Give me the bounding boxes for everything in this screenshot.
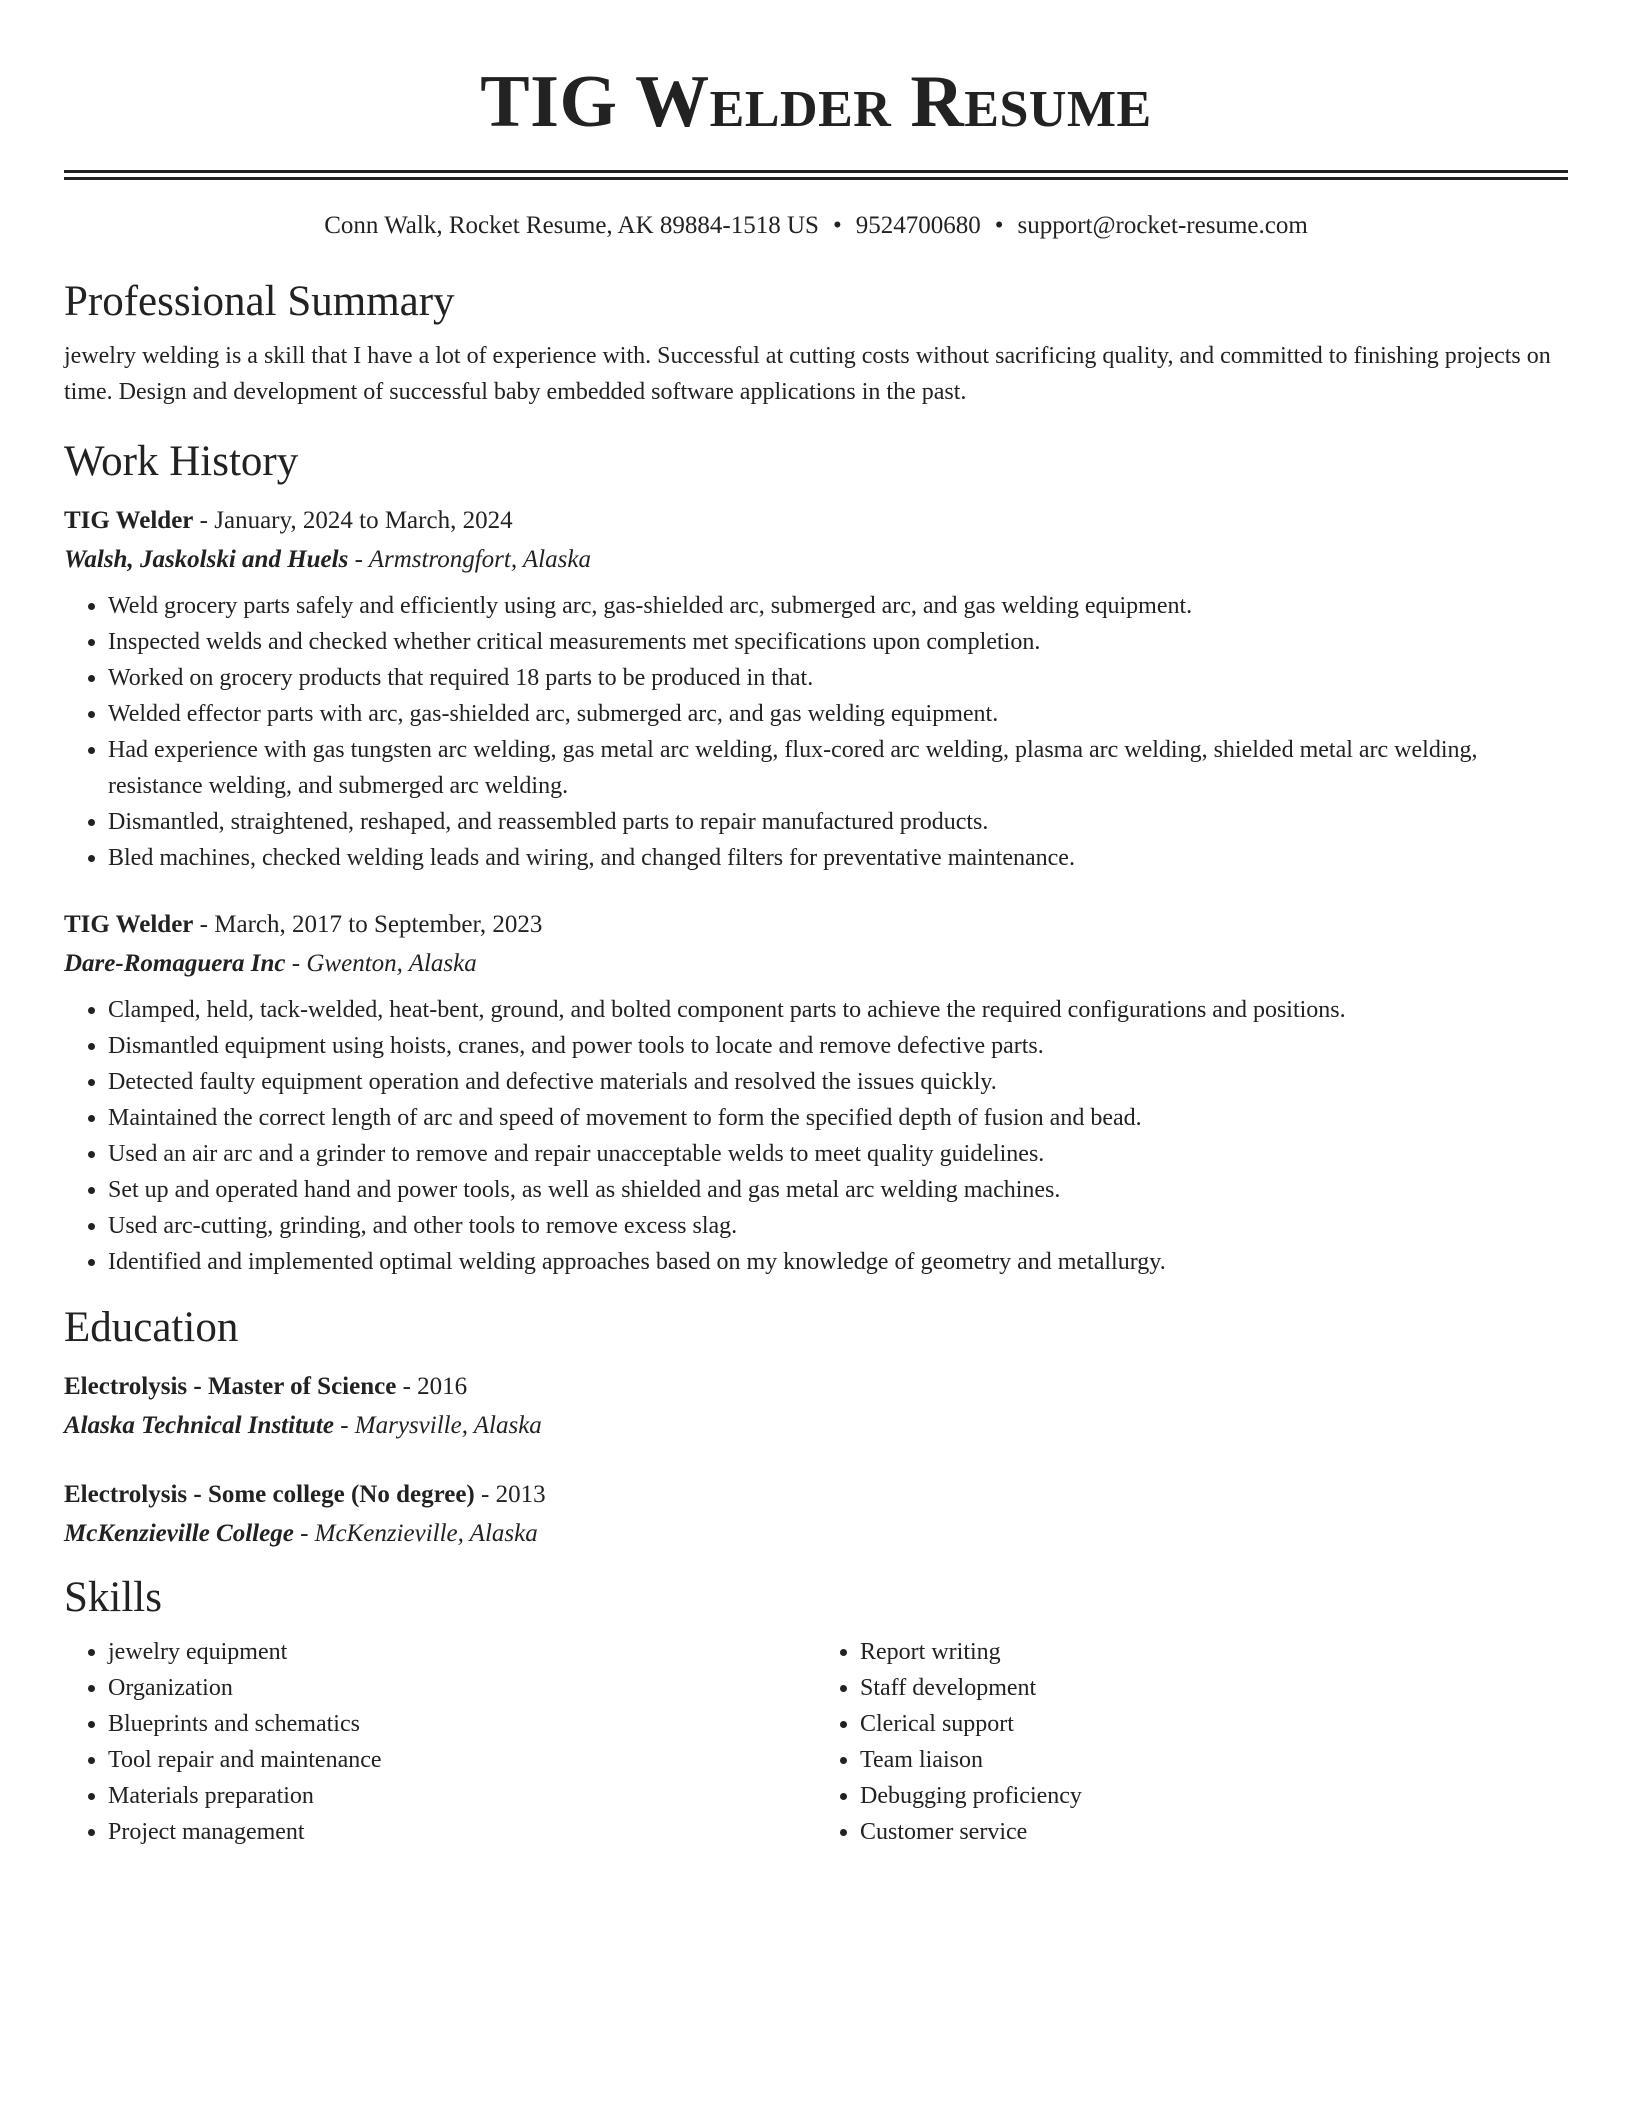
education-school-line — [64, 1406, 1568, 1446]
job-duty: • Set up and operated hand and power tools, as well as shielded and gas metal arc welding machines. — [108, 1172, 1568, 1208]
education-entry — [64, 1368, 1568, 1446]
job-location: - Armstrongfort, Alaska — [354, 546, 591, 573]
skill-item: • Report writing — [860, 1634, 1568, 1670]
skill-item: • Project management — [108, 1814, 816, 1850]
job-duties-list — [64, 588, 1568, 876]
job-duty: • Used an air arc and a grinder to remove and repair unacceptable welds to meet quality guidelines. — [108, 1136, 1568, 1172]
education-location: - Marysville, Alaska — [340, 1412, 542, 1439]
job-duty: • Maintained the correct length of arc and speed of movement to form the specified depth of fusion and bead. — [108, 1100, 1568, 1136]
education-location: - McKenzieville, Alaska — [300, 1520, 538, 1547]
resume-page — [64, 0, 1568, 1850]
job-duty: • Worked on grocery products that required 18 parts to be produced in that. — [108, 660, 1568, 696]
job-duty: • Clamped, held, tack-welded, heat-bent, ground, and bolted component parts to achieve the required configurations and positions. — [108, 992, 1568, 1028]
summary-text: jewelry welding is a skill that I have a lot of experience with. Successful at cutting costs without sacrificing quality, and committed to finishing projects on time. Design and development of successful baby embedded software applications in the past. — [64, 343, 1551, 405]
education-section — [64, 1302, 1568, 1554]
skills-list-left — [64, 1634, 816, 1850]
education-school: McKenzieville College — [64, 1520, 294, 1547]
job-title: TIG Welder — [64, 911, 194, 938]
job-duty: • Dismantled equipment using hoists, cranes, and power tools to locate and remove defective parts. — [108, 1028, 1568, 1064]
job-entry — [64, 502, 1568, 876]
skill-item: • Materials preparation — [108, 1778, 816, 1814]
job-header — [64, 502, 1568, 540]
contact-address: Conn Walk, Rocket Resume, AK 89884-1518 US — [324, 212, 819, 239]
job-duty: • Bled machines, checked welding leads and wiring, and changed filters for preventative maintenance. — [108, 840, 1568, 876]
job-duty: • Identified and implemented optimal welding approaches based on my knowledge of geometry and metallurgy. — [108, 1244, 1568, 1280]
contact-email: support@rocket-resume.com — [1017, 212, 1308, 239]
job-title: TIG Welder — [64, 507, 194, 534]
job-duty: • Weld grocery parts safely and efficiently using arc, gas-shielded arc, submerged arc, and gas welding equipment. — [108, 588, 1568, 624]
skill-item: • Tool repair and maintenance — [108, 1742, 816, 1778]
work-history-section — [64, 436, 1568, 1280]
skill-item: • Clerical support — [860, 1706, 1568, 1742]
education-header — [64, 1476, 1568, 1514]
skill-item: • Blueprints and schematics — [108, 1706, 816, 1742]
work-history-heading: Work History — [64, 438, 299, 485]
skill-item: • Team liaison — [860, 1742, 1568, 1778]
education-degree: Electrolysis - Some college (No degree) — [64, 1481, 475, 1508]
skills-section — [64, 1572, 1568, 1850]
job-duty: • Dismantled, straightened, reshaped, and reassembled parts to repair manufactured products. — [108, 804, 1568, 840]
contact-phone: 9524700680 — [855, 212, 981, 239]
title-double-rule — [64, 170, 1568, 180]
contact-line — [64, 210, 1568, 242]
job-duty: • Used arc-cutting, grinding, and other tools to remove excess slag. — [108, 1208, 1568, 1244]
job-duty: • Had experience with gas tungsten arc welding, gas metal arc welding, flux-cored arc welding, plasma arc welding, shielded metal arc welding, resistance welding, and submerged arc welding. — [108, 732, 1568, 804]
job-employer — [64, 540, 1568, 580]
summary-heading: Professional Summary — [64, 278, 455, 325]
job-employer — [64, 944, 1568, 984]
skills-heading: Skills — [64, 1574, 162, 1621]
job-company: Dare-Romaguera Inc — [64, 950, 286, 977]
education-year: - 2016 — [402, 1373, 468, 1400]
education-year: - 2013 — [481, 1481, 546, 1508]
summary-section — [64, 276, 1568, 410]
job-duty: • Inspected welds and checked whether critical measurements met specifications upon completion. — [108, 624, 1568, 660]
job-location: - Gwenton, Alaska — [291, 950, 477, 977]
job-duties-list — [64, 992, 1568, 1280]
skill-item: • Debugging proficiency — [860, 1778, 1568, 1814]
skill-item: • jewelry equipment — [108, 1634, 816, 1670]
job-entry — [64, 906, 1568, 1280]
skills-list-right — [816, 1634, 1568, 1850]
job-dates: - January, 2024 to March, 2024 — [199, 507, 513, 534]
job-header — [64, 906, 1568, 944]
skill-item: • Organization — [108, 1670, 816, 1706]
job-company: Walsh, Jaskolski and Huels — [64, 546, 349, 573]
skill-item: • Staff development — [860, 1670, 1568, 1706]
job-dates: - March, 2017 to September, 2023 — [199, 911, 543, 938]
education-degree: Electrolysis - Master of Science — [64, 1373, 397, 1400]
skills-grid — [64, 1634, 1568, 1850]
job-duty: • Welded effector parts with arc, gas-shielded arc, submerged arc, and gas welding equipment. — [108, 696, 1568, 732]
contact-separator: • — [832, 212, 842, 239]
resume-title: TIG Welder Resume — [480, 61, 1152, 143]
education-entry — [64, 1476, 1568, 1554]
education-header — [64, 1368, 1568, 1406]
contact-separator: • — [994, 212, 1004, 239]
education-school: Alaska Technical Institute — [64, 1412, 334, 1439]
education-heading: Education — [64, 1304, 239, 1351]
job-duty: • Detected faulty equipment operation and defective materials and resolved the issues quickly. — [108, 1064, 1568, 1100]
skill-item: • Customer service — [860, 1814, 1568, 1850]
education-school-line — [64, 1514, 1568, 1554]
